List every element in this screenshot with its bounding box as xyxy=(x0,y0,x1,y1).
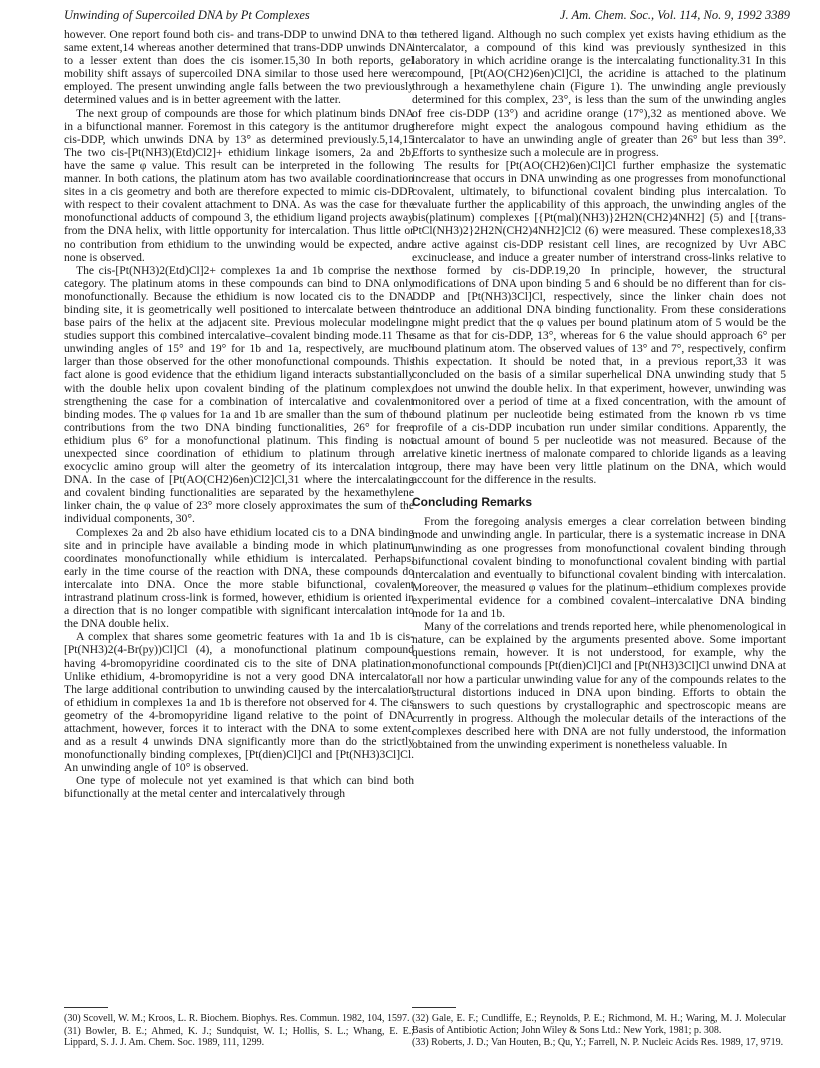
footnote-divider xyxy=(412,1007,456,1008)
footnote: (33) Roberts, J. D.; Van Houten, B.; Qu, Y.; Farrell, N. P. Nucleic Acids Res. 1989, 17, 9719. xyxy=(412,1037,784,1049)
footnote: (31) Bowler, B. E.; Ahmed, K. J.; Sundquist, W. I.; Hollis, S. L.; Whang, E. E.; Lippard, S. J. J. Am. Chem. Soc. 1989, 111, 1299. xyxy=(64,1025,414,1049)
paragraph: From the foregoing analysis emerges a clear correlation between binding mode and unwinding angle. In particular, there is a systematic increase in DNA unwinding as one progresses from monofunctional covalent binding through bifunctional covalent binding to monofunctional covalent binding with partial intercalation and eventually to bifunctional covalent binding with intercalation. Moreover, the measured φ values for the platinum–ethidium complexes provide experimental evidence for a combined covalent–intercalative DNA binding mode for 1a and 1b. xyxy=(412,515,786,621)
running-title: Unwinding of Supercoiled DNA by Pt Complexes xyxy=(64,8,310,22)
paragraph: however. One report found both cis- and trans-DDP to unwind DNA to the same extent,14 whereas another determined that trans-DDP unwinds DNA to a lesser extent than does the cis isomer.15,30 In both reports, gel mobility shift assays of supercoiled DNA similar to those used here were employed. The present unwinding angle falls between the two previously determined values and is in better agreement with the latter. xyxy=(64,28,414,107)
footnote-divider xyxy=(64,1007,108,1008)
paragraph: Complexes 2a and 2b also have ethidium located cis to a DNA binding site and in principle have available a binding mode in which platinum coordinates monofunctionally while ethidium is intercalated. Perhaps, early in the time course of the reaction with DNA, these compounds do intercalate into DNA. Once the more stable bifunctional, covalent intrastrand platinum cross-link is formed, however, ethidium is oriented in a direction that is no longer compatible with significant intercalation into the DNA double helix. xyxy=(64,525,414,631)
left-column xyxy=(64,28,414,801)
footnote: (30) Scovell, W. M.; Kroos, L. R. Biochem. Biophys. Res. Commun. 1982, 104, 1597. xyxy=(64,1013,410,1024)
journal-reference: J. Am. Chem. Soc., Vol. 114, No. 9, 1992 3389 xyxy=(559,8,790,22)
paragraph: The results for [Pt(AO(CH2)6en)Cl]Cl further emphasize the systematic increase that occurs in DNA unwinding as one progresses from monofunctional covalent, ultimately, to bifunctional covalent binding plus intercalation. To evaluate further the applicability of this approach, the unwinding angles of the bis(platinum) complexes [{Pt(mal)(NH3)}2H2N(CH2)4NH2] (5) and [{trans-PtCl(NH3)2}2H2N(CH2)4NH2]Cl2 (6) were measured. These complexes18,33 are active against cis-DDP resistant cell lines, are recognized by Uvr ABC excinuclease, and induce a greater number of interstrand cross-links relative to those formed by cis-DDP.19,20 In principle, however, the structural modifications of DNA upon binding 5 and 6 should be no different than for cis-DDP and [Pt(NH3)3Cl]Cl, respectively, since the linker chain does not introduce an additional DNA binding functionality. From these considerations one might predict that the φ values per bound platinum atom of 5 would be the same as that for cis-DDP, 13°, whereas for 6 the value should approach 6° per bound platinum atom. The observed values of 13° and 7°, respectively, confirm this expectation. It should be noted that, in a previous report,33 it was concluded on the basis of a similar superhelical DNA unwinding study that 5 does not unwind the double helix. In that experiment, however, unwinding was monitored over a period of time at a fixed concentration, with the amount of bound platinum per nucleotide being estimated from the known rb vs time profile of a cis-DDP incubation run under similar conditions. Apparently, the actual amount of bound 5 per nucleotide was not measured. Because of the relative kinetic inertness of malonate compared to chloride ligands as a leaving group, there may have been very little platinum on the DNA, which would account for the difference in the results. xyxy=(412,158,786,487)
paragraph: a tethered ligand. Although no such complex yet exists having ethidium as the intercalator, a compound of this kind was previously synthesized in this laboratory in which acridine orange is the intercalating functionality.31 In this compound, [Pt(AO(CH2)6en)Cl]Cl, the acridine is attached to the platinum through a hexamethylene chain (Figure 1). The unwinding angle previously determined for this complex, 23°, is less than the sum of the unwinding angles of free cis-DDP (13°) and acridine orange (17°),32 as mentioned above. We therefore might expect the analogous compound having ethidium as the intercalator to have an unwinding angle of greater than 26° but less than 39°. Efforts to synthesize such a molecule are in progress. xyxy=(412,28,786,159)
paragraph: One type of molecule not yet examined is that which can bind both bifunctionally at the metal center and intercalatively through xyxy=(64,774,414,801)
paragraph: The next group of compounds are those for which platinum binds DNA in a bifunctional manner. Foremost in this category is the antitumor drug cis-DDP, which unwinds DNA by 13° as determined previously.5,14,15 The two cis-[Pt(NH3)(Etd)Cl2]+ ethidium linkage isomers, 2a and 2b, have the same φ value. This result can be interpreted in the following manner. In both cations, the platinum atom has two available coordination sites in a cis geometry and both are therefore expected to mimic cis-DDP with respect to their covalent attachment to DNA. As was the case for the monofunctional adducts of compound 3, the ethidium ligand projects away from the DNA helix, with little opportunity for intercalation. Thus little or no contribution from ethidium to the unwinding would be expected, and none is observed. xyxy=(64,106,414,264)
footnotes-left xyxy=(64,1013,414,1050)
section-heading: Concluding Remarks xyxy=(412,495,533,510)
paragraph: The cis-[Pt(NH3)2(Etd)Cl]2+ complexes 1a and 1b comprise the next category. The platinum atoms in these compounds can bind to DNA only monofunctionally. Because the ethidium is now located cis to the DNA binding site, it is geometrically well positioned to intercalate between the base pairs of the helix at the adjacent site. Previous molecular modeling studies support this combined intercalative–covalent binding mode.11 The unwinding angles of 15° and 19° for 1b and 1a, respectively, are much larger than those observed for the other monofunctional compounds. This fact alone is good evidence that the ethidium ligand interacts substantially with the double helix upon covalent binding of the platinum complex, strengthening the case for a combination of intercalative and covalent binding modes. The φ values for 1a and 1b are smaller than the sum of the contributions from the two DNA binding functionalities, 26° for free ethidium plus 6° for a monofunctional platinum. This finding is not unexpected since coordination of ethidium to platinum through an exocyclic amino group will alter the geometry of its intercalation into DNA. In the case of [Pt(AO(CH2)6en)Cl2]Cl,31 where the intercalating and covalent binding functionalities are separated by the hexamethylene linker chain, the φ value of 23° more closely approximates the sum of the individual components, 30°. xyxy=(64,263,414,526)
paragraph: Many of the correlations and trends reported here, while phenomenological in nature, can be explained by the arguments presented above. Some important questions remain, however. It is not understood, for example, why the monofunctional compounds [Pt(dien)Cl]Cl and [Pt(NH3)3Cl]Cl unwind DNA at all nor how a particular unwinding value for any of the compounds relates to the structural distortions induced in DNA upon binding. Efforts to obtain the answers to such questions by crystallographic and spectroscopic means are currently in progress. Although the molecular details of the interactions of the complexes described here with DNA are not fully understood, the information obtained from the unwinding experiment is nonetheless valuable. In xyxy=(412,620,786,751)
paragraph: A complex that shares some geometric features with 1a and 1b is cis-[Pt(NH3)2(4-Br(py))Cl]Cl (4), a monofunctional platinum compound having 4-bromopyridine coordinated cis to the site of DNA platination. Unlike ethidium, 4-bromopyridine is not a very good DNA intercalator. The large additional contribution to unwinding caused by the intercalation of ethidium in complexes 1a and 1b is therefore not observed for 4. The cis geometry of the 4-bromopyridine ligand relative to the point of DNA attachment, however, forces it to interact with the DNA to some extent, and as a result 4 unwinds DNA significantly more than do the strictly monofunctionally binding complexes, [Pt(dien)Cl]Cl and [Pt(NH3)3Cl]Cl. An unwinding angle of 10° is observed. xyxy=(64,630,414,775)
footnote: (32) Gale, E. F.; Cundliffe, E.; Reynolds, P. E.; Richmond, M. H.; Waring, M. J. Molecular Basis of Antibiotic Action; John Wiley & Sons Ltd.: New York, 1981; p. 308. xyxy=(412,1013,786,1036)
footnotes-right xyxy=(412,1013,786,1050)
right-column xyxy=(412,28,786,751)
